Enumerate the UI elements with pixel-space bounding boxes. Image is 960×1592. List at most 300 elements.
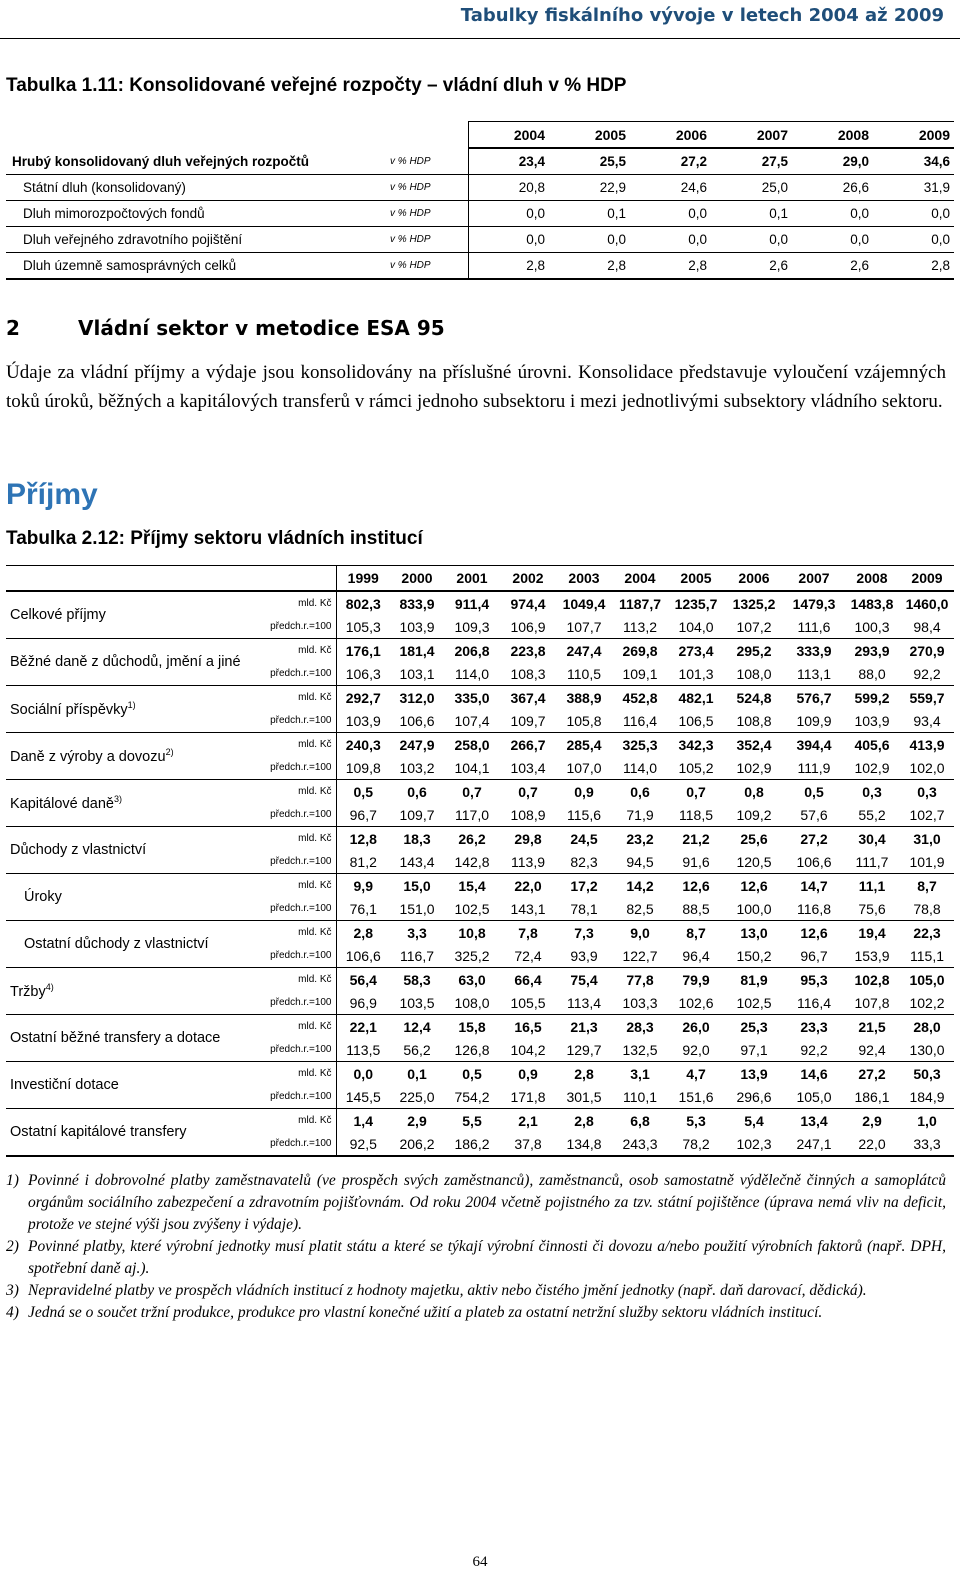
cell-value: 95,3 bbox=[800, 971, 828, 988]
cell-value: 27,5 bbox=[711, 148, 792, 175]
cell-value: 0,1 bbox=[549, 201, 630, 227]
cell-value: 78,8 bbox=[900, 897, 954, 921]
cell-value: 25,6 bbox=[740, 830, 768, 847]
cell-value: 0,0 bbox=[711, 227, 792, 253]
row-unit: v % HDP bbox=[386, 201, 468, 227]
cell-value: 109,1 bbox=[612, 662, 668, 686]
header-divider bbox=[0, 38, 960, 39]
cell-value: 31,0 bbox=[913, 830, 941, 847]
cell-value: 11,1 bbox=[858, 877, 886, 894]
cell-value: 833,9 bbox=[399, 595, 435, 612]
cell-value: 0,1 bbox=[711, 201, 792, 227]
cell-value: 132,5 bbox=[612, 1038, 668, 1062]
cell-value: 82,3 bbox=[556, 850, 612, 874]
cell-value: 22,3 bbox=[913, 924, 941, 941]
cell-value: 100,3 bbox=[844, 615, 900, 639]
cell-value: 388,9 bbox=[566, 689, 602, 706]
year-header: 1999 bbox=[336, 566, 390, 592]
cell-value: 57,6 bbox=[784, 803, 844, 827]
cell-value: 0,3 bbox=[862, 783, 882, 800]
cell-value: 0,9 bbox=[574, 783, 594, 800]
cell-value: 103,2 bbox=[390, 756, 444, 780]
cell-value: 145,5 bbox=[336, 1085, 390, 1109]
cell-value: 24,5 bbox=[570, 830, 598, 847]
cell-value: 2,8 bbox=[468, 253, 549, 280]
cell-value: 102,2 bbox=[900, 991, 954, 1015]
cell-value: 30,4 bbox=[858, 830, 886, 847]
row-label-text: Ostatní důchody z vlastnictví bbox=[24, 936, 209, 952]
cell-value: 109,7 bbox=[500, 709, 556, 733]
row-unit: mld. Kč bbox=[298, 645, 332, 656]
row-unit: mld. Kč bbox=[298, 1068, 332, 1079]
cell-value: 102,7 bbox=[900, 803, 954, 827]
row-label: Dluh veřejného zdravotního pojištění bbox=[6, 227, 386, 253]
cell-value: 96,7 bbox=[336, 803, 390, 827]
cell-value: 88,5 bbox=[668, 897, 724, 921]
cell-value: 15,0 bbox=[403, 877, 431, 894]
cell-value: 20,8 bbox=[468, 175, 549, 201]
cell-value: 8,7 bbox=[917, 877, 937, 894]
cell-value: 0,8 bbox=[744, 783, 764, 800]
table-row bbox=[6, 175, 954, 201]
cell-value: 77,8 bbox=[626, 971, 654, 988]
cell-value: 111,7 bbox=[844, 850, 900, 874]
cell-value: 367,4 bbox=[510, 689, 546, 706]
cell-value: 5,3 bbox=[686, 1112, 706, 1129]
section-title: Vládní sektor v metodice ESA 95 bbox=[78, 316, 445, 340]
cell-value: 92,4 bbox=[844, 1038, 900, 1062]
row-unit: mld. Kč bbox=[298, 1115, 332, 1126]
cell-value: 113,4 bbox=[556, 991, 612, 1015]
cell-value: 120,5 bbox=[724, 850, 784, 874]
year-header: 2007 bbox=[784, 566, 844, 592]
cell-value: 100,0 bbox=[724, 897, 784, 921]
table-row bbox=[6, 968, 954, 992]
cell-value: 108,0 bbox=[444, 991, 500, 1015]
year-header: 2004 bbox=[612, 566, 668, 592]
cell-value: 342,3 bbox=[678, 736, 714, 753]
cell-value: 130,0 bbox=[900, 1038, 954, 1062]
footnote-ref: 4) bbox=[45, 982, 54, 993]
cell-value: 754,2 bbox=[444, 1085, 500, 1109]
cell-value: 2,8 bbox=[630, 253, 711, 280]
cell-value: 3,1 bbox=[630, 1065, 650, 1082]
row-unit: mld. Kč bbox=[298, 974, 332, 985]
year-header: 2003 bbox=[556, 566, 612, 592]
cell-value: 524,8 bbox=[736, 689, 772, 706]
cell-value: 151,6 bbox=[668, 1085, 724, 1109]
row-unit: předch.r.=100 bbox=[254, 850, 336, 874]
cell-value: 0,0 bbox=[792, 201, 873, 227]
cell-value: 2,9 bbox=[862, 1112, 882, 1129]
cell-value: 1235,7 bbox=[674, 595, 718, 612]
cell-value: 24,6 bbox=[630, 175, 711, 201]
cell-value: 143,1 bbox=[500, 897, 556, 921]
cell-value: 56,4 bbox=[336, 968, 390, 992]
cell-value: 184,9 bbox=[900, 1085, 954, 1109]
row-label: Hrubý konsolidovaný dluh veřejných rozpočtů bbox=[6, 148, 386, 175]
cell-value: 29,8 bbox=[514, 830, 542, 847]
cell-value: 111,9 bbox=[784, 756, 844, 780]
cell-value: 394,4 bbox=[796, 736, 832, 753]
row-unit: mld. Kč bbox=[298, 739, 332, 750]
cell-value: 105,0 bbox=[909, 971, 945, 988]
row-label bbox=[6, 827, 254, 874]
year-header: 2009 bbox=[873, 122, 954, 149]
cell-value: 50,3 bbox=[913, 1065, 941, 1082]
cell-value: 142,8 bbox=[444, 850, 500, 874]
cell-value: 1460,0 bbox=[905, 595, 949, 612]
cell-value: 1325,2 bbox=[732, 595, 776, 612]
cell-value: 12,4 bbox=[403, 1018, 431, 1035]
cell-value: 2,1 bbox=[518, 1112, 538, 1129]
cell-value: 802,3 bbox=[336, 591, 390, 615]
cell-value: 103,9 bbox=[390, 615, 444, 639]
cell-value: 23,2 bbox=[626, 830, 654, 847]
cell-value: 56,2 bbox=[390, 1038, 444, 1062]
cell-value: 14,7 bbox=[800, 877, 828, 894]
row-label-text: Sociální příspěvky bbox=[10, 701, 128, 718]
row-unit: předch.r.=100 bbox=[254, 944, 336, 968]
cell-value: 1,4 bbox=[336, 1109, 390, 1133]
cell-value: 0,5 bbox=[336, 780, 390, 804]
cell-value: 292,7 bbox=[336, 686, 390, 710]
cell-value: 26,0 bbox=[682, 1018, 710, 1035]
cell-value: 106,3 bbox=[336, 662, 390, 686]
cell-value: 37,8 bbox=[500, 1132, 556, 1156]
row-label-text: Ostatní kapitálové transfery bbox=[10, 1124, 187, 1140]
cell-value: 116,4 bbox=[612, 709, 668, 733]
footnote-item bbox=[6, 1302, 946, 1324]
cell-value: 223,8 bbox=[510, 642, 546, 659]
row-unit: mld. Kč bbox=[298, 927, 332, 938]
cell-value: 103,1 bbox=[390, 662, 444, 686]
cell-value: 1479,3 bbox=[792, 595, 836, 612]
cell-value: 33,3 bbox=[900, 1132, 954, 1156]
row-label-text: Tržby bbox=[10, 983, 46, 1000]
cell-value: 96,7 bbox=[784, 944, 844, 968]
row-label bbox=[6, 780, 254, 827]
debt-table bbox=[6, 121, 954, 280]
cell-value: 55,2 bbox=[844, 803, 900, 827]
cell-value: 27,2 bbox=[630, 148, 711, 175]
row-label bbox=[6, 686, 254, 733]
cell-value: 25,3 bbox=[740, 1018, 768, 1035]
row-unit: mld. Kč bbox=[298, 880, 332, 891]
cell-value: 0,7 bbox=[686, 783, 706, 800]
cell-value: 21,3 bbox=[570, 1018, 598, 1035]
row-label bbox=[6, 733, 254, 780]
cell-value: 143,4 bbox=[390, 850, 444, 874]
row-unit: v % HDP bbox=[386, 175, 468, 201]
row-label-text: Běžné daně z důchodů, jmění a jiné bbox=[10, 654, 241, 670]
cell-value: 109,7 bbox=[390, 803, 444, 827]
cell-value: 22,1 bbox=[336, 1015, 390, 1039]
cell-value: 176,1 bbox=[336, 639, 390, 663]
cell-value: 116,4 bbox=[784, 991, 844, 1015]
year-header: 2005 bbox=[549, 122, 630, 149]
year-header: 2002 bbox=[500, 566, 556, 592]
cell-value: 296,6 bbox=[724, 1085, 784, 1109]
cell-value: 12,8 bbox=[336, 827, 390, 851]
cell-value: 12,6 bbox=[800, 924, 828, 941]
row-label: Dluh územně samosprávných celků bbox=[6, 253, 386, 280]
cell-value: 3,3 bbox=[407, 924, 427, 941]
cell-value: 243,3 bbox=[612, 1132, 668, 1156]
cell-value: 247,4 bbox=[566, 642, 602, 659]
table-row bbox=[6, 227, 954, 253]
table-row bbox=[6, 827, 954, 851]
table-row bbox=[6, 148, 954, 175]
cell-value: 5,4 bbox=[744, 1112, 764, 1129]
cell-value: 2,8 bbox=[336, 921, 390, 945]
row-label bbox=[6, 1015, 254, 1062]
footnote-number: 3) bbox=[6, 1282, 19, 1299]
year-header: 2009 bbox=[900, 566, 954, 592]
table-row bbox=[6, 1062, 954, 1086]
cell-value: 1187,7 bbox=[618, 595, 662, 612]
cell-value: 114,0 bbox=[612, 756, 668, 780]
row-unit: předch.r.=100 bbox=[254, 709, 336, 733]
cell-value: 0,5 bbox=[804, 783, 824, 800]
row-label: Státní dluh (konsolidovaný) bbox=[6, 175, 386, 201]
row-unit: předch.r.=100 bbox=[254, 615, 336, 639]
section-paragraph: Údaje za vládní příjmy a výdaje jsou konsolidovány na příslušné úrovni. Konsolidace představuje vyloučení vzájemných toků úroků, běžných a kapitálových transferů v rámci jednoho subsektoru i mezi jednotlivými subsektory vládního sektoru. bbox=[6, 362, 946, 412]
cell-value: 273,4 bbox=[678, 642, 714, 659]
table-row bbox=[6, 1109, 954, 1133]
cell-value: 28,3 bbox=[626, 1018, 654, 1035]
cell-value: 21,5 bbox=[858, 1018, 886, 1035]
row-unit: mld. Kč bbox=[298, 833, 332, 844]
cell-value: 92,0 bbox=[668, 1038, 724, 1062]
cell-value: 115,6 bbox=[556, 803, 612, 827]
cell-value: 92,5 bbox=[336, 1132, 390, 1156]
cell-value: 258,0 bbox=[454, 736, 490, 753]
footnote-item bbox=[6, 1280, 946, 1302]
cell-value: 116,7 bbox=[390, 944, 444, 968]
cell-value: 0,0 bbox=[468, 227, 549, 253]
cell-value: 103,9 bbox=[844, 709, 900, 733]
cell-value: 105,3 bbox=[336, 615, 390, 639]
row-unit: předch.r.=100 bbox=[254, 756, 336, 780]
table-row bbox=[6, 201, 954, 227]
cell-value: 18,3 bbox=[403, 830, 431, 847]
year-header: 2005 bbox=[668, 566, 724, 592]
row-label-text: Investiční dotace bbox=[10, 1077, 119, 1093]
cell-value: 22,0 bbox=[844, 1132, 900, 1156]
cell-value: 266,7 bbox=[510, 736, 546, 753]
cell-value: 93,9 bbox=[556, 944, 612, 968]
table-row bbox=[6, 639, 954, 663]
cell-value: 113,2 bbox=[612, 615, 668, 639]
cell-value: 1483,8 bbox=[850, 595, 894, 612]
table-row bbox=[6, 686, 954, 710]
cell-value: 129,7 bbox=[556, 1038, 612, 1062]
cell-value: 482,1 bbox=[678, 689, 714, 706]
footnote-ref: 1) bbox=[127, 700, 136, 711]
row-unit: v % HDP bbox=[386, 148, 468, 175]
cell-value: 240,3 bbox=[336, 733, 390, 757]
cell-value: 0,6 bbox=[630, 783, 650, 800]
cell-value: 118,5 bbox=[668, 803, 724, 827]
revenue-table bbox=[6, 565, 954, 1157]
cell-value: 26,2 bbox=[458, 830, 486, 847]
cell-value: 2,6 bbox=[792, 253, 873, 280]
cell-value: 31,9 bbox=[873, 175, 954, 201]
table2-title: Tabulka 2.12: Příjmy sektoru vládních institucí bbox=[6, 528, 423, 549]
cell-value: 106,5 bbox=[668, 709, 724, 733]
row-label-text: Kapitálové daně bbox=[10, 795, 114, 812]
row-unit: předch.r.=100 bbox=[254, 1132, 336, 1156]
row-unit: v % HDP bbox=[386, 253, 468, 280]
table-row bbox=[6, 591, 954, 615]
cell-value: 181,4 bbox=[399, 642, 435, 659]
table-row bbox=[6, 874, 954, 898]
cell-value: 101,3 bbox=[668, 662, 724, 686]
cell-value: 12,6 bbox=[682, 877, 710, 894]
cell-value: 0,0 bbox=[468, 201, 549, 227]
cell-value: 0,0 bbox=[630, 227, 711, 253]
cell-value: 71,9 bbox=[612, 803, 668, 827]
cell-value: 325,3 bbox=[622, 736, 658, 753]
cell-value: 102,9 bbox=[724, 756, 784, 780]
row-unit: předch.r.=100 bbox=[254, 897, 336, 921]
cell-value: 108,9 bbox=[500, 803, 556, 827]
cell-value: 153,9 bbox=[844, 944, 900, 968]
cell-value: 102,9 bbox=[844, 756, 900, 780]
cell-value: 150,2 bbox=[724, 944, 784, 968]
cell-value: 14,6 bbox=[800, 1065, 828, 1082]
cell-value: 103,9 bbox=[336, 709, 390, 733]
cell-value: 186,2 bbox=[444, 1132, 500, 1156]
cell-value: 104,0 bbox=[668, 615, 724, 639]
cell-value: 102,5 bbox=[444, 897, 500, 921]
row-unit: předch.r.=100 bbox=[254, 803, 336, 827]
cell-value: 75,6 bbox=[844, 897, 900, 921]
row-label bbox=[6, 874, 254, 921]
cell-value: 103,3 bbox=[612, 991, 668, 1015]
year-header: 2004 bbox=[468, 122, 549, 149]
cell-value: 78,1 bbox=[556, 897, 612, 921]
cell-value: 9,9 bbox=[336, 874, 390, 898]
cell-value: 105,2 bbox=[668, 756, 724, 780]
revenue-table-header bbox=[6, 566, 954, 592]
table-row bbox=[6, 733, 954, 757]
cell-value: 9,0 bbox=[630, 924, 650, 941]
cell-value: 102,6 bbox=[668, 991, 724, 1015]
cell-value: 88,0 bbox=[844, 662, 900, 686]
cell-value: 10,8 bbox=[458, 924, 486, 941]
cell-value: 79,9 bbox=[682, 971, 710, 988]
footnote-number: 1) bbox=[6, 1172, 19, 1189]
footnote-number: 4) bbox=[6, 1304, 19, 1321]
year-header: 2008 bbox=[792, 122, 873, 149]
cell-value: 114,0 bbox=[444, 662, 500, 686]
section-number: 2 bbox=[6, 316, 20, 340]
row-unit: předch.r.=100 bbox=[254, 991, 336, 1015]
cell-value: 105,8 bbox=[556, 709, 612, 733]
cell-value: 93,4 bbox=[900, 709, 954, 733]
cell-value: 76,1 bbox=[336, 897, 390, 921]
row-unit: v % HDP bbox=[386, 227, 468, 253]
cell-value: 2,8 bbox=[549, 253, 630, 280]
debt-table-header bbox=[6, 122, 954, 149]
cell-value: 0,0 bbox=[549, 227, 630, 253]
cell-value: 102,3 bbox=[724, 1132, 784, 1156]
cell-value: 107,7 bbox=[556, 615, 612, 639]
table-row bbox=[6, 253, 954, 280]
cell-value: 113,1 bbox=[784, 662, 844, 686]
cell-value: 109,9 bbox=[784, 709, 844, 733]
cell-value: 34,6 bbox=[873, 148, 954, 175]
cell-value: 96,4 bbox=[668, 944, 724, 968]
row-label bbox=[6, 1109, 254, 1157]
footnote-item bbox=[6, 1236, 946, 1280]
cell-value: 22,9 bbox=[549, 175, 630, 201]
cell-value: 2,9 bbox=[407, 1112, 427, 1129]
cell-value: 78,2 bbox=[668, 1132, 724, 1156]
cell-value: 0,5 bbox=[462, 1065, 482, 1082]
cell-value: 109,8 bbox=[336, 756, 390, 780]
cell-value: 105,0 bbox=[784, 1085, 844, 1109]
cell-value: 301,5 bbox=[556, 1085, 612, 1109]
cell-value: 7,3 bbox=[574, 924, 594, 941]
footnote-text: Povinné platby, které výrobní jednotky musí platit státu a které se týkají výrobní činnosti či dovozu a/nebo použití výrobních faktorů (např. DPH, spotřební daně aj.). bbox=[28, 1238, 946, 1277]
page-number: 64 bbox=[472, 1554, 488, 1570]
row-label-text: Důchody z vlastnictví bbox=[10, 842, 147, 858]
cell-value: 25,5 bbox=[549, 148, 630, 175]
cell-value: 16,5 bbox=[514, 1018, 542, 1035]
cell-value: 104,1 bbox=[444, 756, 500, 780]
cell-value: 4,7 bbox=[686, 1065, 706, 1082]
cell-value: 15,8 bbox=[458, 1018, 486, 1035]
cell-value: 911,4 bbox=[454, 595, 490, 612]
year-header: 2006 bbox=[630, 122, 711, 149]
cell-value: 116,8 bbox=[784, 897, 844, 921]
cell-value: 111,6 bbox=[784, 615, 844, 639]
cell-value: 91,6 bbox=[668, 850, 724, 874]
cell-value: 247,9 bbox=[399, 736, 435, 753]
cell-value: 72,4 bbox=[500, 944, 556, 968]
footnote-text: Jedná se o součet tržní produkce, produkce pro vlastní konečné užití a plateb za ostatní netržní služby sektoru vládních institucí. bbox=[28, 1304, 823, 1321]
cell-value: 134,8 bbox=[556, 1132, 612, 1156]
footnote-number: 2) bbox=[6, 1238, 19, 1255]
cell-value: 2,8 bbox=[574, 1065, 594, 1082]
year-header: 2007 bbox=[711, 122, 792, 149]
footnote-item bbox=[6, 1170, 946, 1236]
cell-value: 108,3 bbox=[500, 662, 556, 686]
row-unit: mld. Kč bbox=[298, 692, 332, 703]
cell-value: 293,9 bbox=[854, 642, 890, 659]
cell-value: 58,3 bbox=[403, 971, 431, 988]
cell-value: 270,9 bbox=[909, 642, 945, 659]
cell-value: 94,5 bbox=[612, 850, 668, 874]
cell-value: 225,0 bbox=[390, 1085, 444, 1109]
cell-value: 109,2 bbox=[724, 803, 784, 827]
revenue-heading: Příjmy bbox=[6, 478, 98, 511]
cell-value: 81,2 bbox=[336, 850, 390, 874]
cell-value: 126,8 bbox=[444, 1038, 500, 1062]
cell-value: 2,8 bbox=[873, 253, 954, 280]
row-unit: předch.r.=100 bbox=[254, 1038, 336, 1062]
cell-value: 115,1 bbox=[900, 944, 954, 968]
cell-value: 96,9 bbox=[336, 991, 390, 1015]
cell-value: 107,2 bbox=[724, 615, 784, 639]
cell-value: 22,0 bbox=[514, 877, 542, 894]
cell-value: 104,2 bbox=[500, 1038, 556, 1062]
cell-value: 576,7 bbox=[796, 689, 832, 706]
cell-value: 0,0 bbox=[873, 201, 954, 227]
